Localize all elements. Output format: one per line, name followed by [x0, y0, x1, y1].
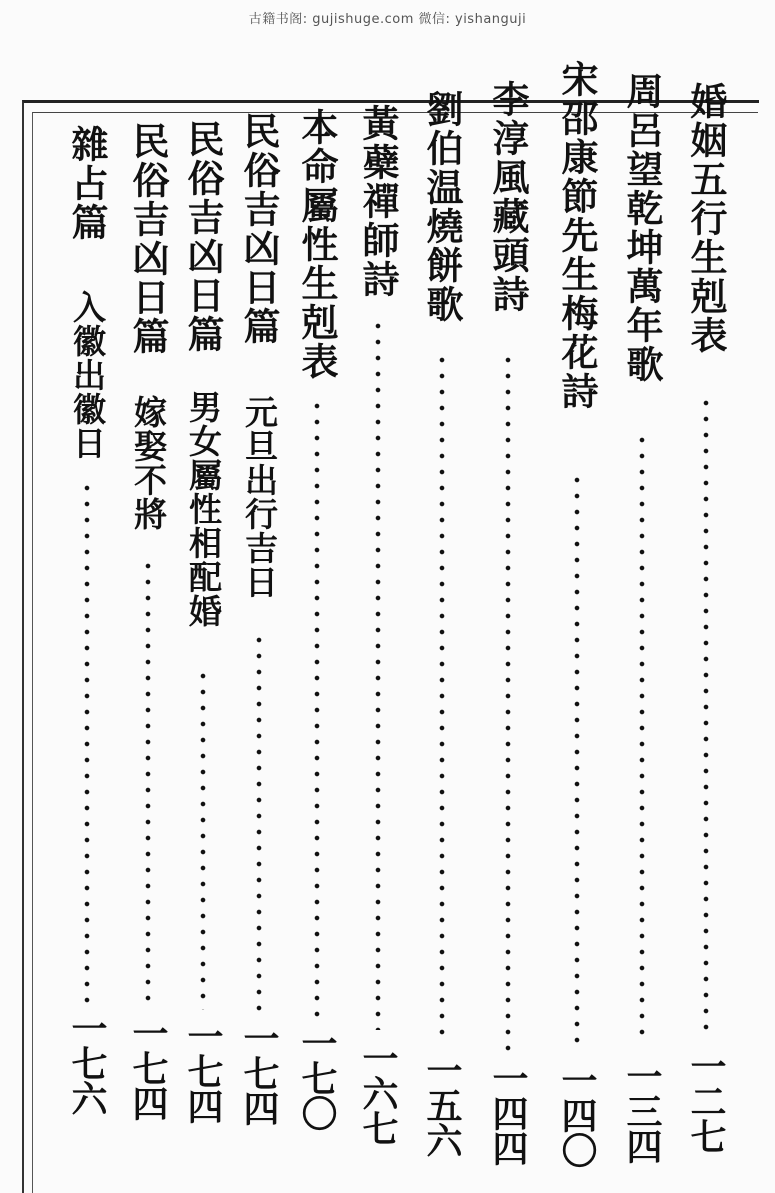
watermark: 古籍书阁: gujishuge.com 微信: yishanguji: [248, 12, 527, 27]
entry-title: 周呂望乾坤萬年歌: [620, 72, 664, 384]
entry-title: 李淳風藏頭詩: [486, 80, 530, 314]
toc-entry[interactable]: [125, 0, 171, 1175]
entry-title: 宋邵康節先生梅花詩: [555, 60, 599, 411]
page-number: 一二七: [685, 1048, 727, 1153]
entry-subtitle: 元旦出行吉日: [240, 395, 279, 599]
page-number: 一七四: [127, 1015, 169, 1120]
toc-entry[interactable]: [683, 0, 729, 1175]
entry-title: 雜占篇: [65, 125, 109, 242]
page-number: 一七四: [238, 1020, 280, 1125]
dot-leader: [439, 352, 445, 1042]
dot-leader: [84, 480, 90, 1005]
page-number: 一七六: [66, 1010, 108, 1115]
entry-title: 劉伯温燒餅歌: [420, 90, 464, 324]
dot-leader: [145, 558, 151, 1008]
toc-entry[interactable]: [554, 0, 600, 1175]
entry-subtitle: 男女屬性相配婚: [184, 390, 223, 628]
dot-leader: [200, 668, 206, 1010]
dot-leader: [375, 318, 381, 1030]
entry-title: 黃蘗禪師詩: [356, 104, 400, 299]
dot-leader: [574, 472, 580, 1050]
toc-entry[interactable]: [236, 0, 282, 1175]
dot-leader: [639, 432, 645, 1044]
toc-entry[interactable]: [180, 0, 226, 1175]
entry-title: 民俗吉凶日篇: [181, 120, 225, 354]
dot-leader: [314, 398, 320, 1018]
toc-entry[interactable]: [64, 0, 110, 1175]
toc-entry[interactable]: [619, 0, 665, 1175]
entry-subtitle: 入徽出徽日: [68, 290, 107, 460]
dot-leader: [505, 352, 511, 1052]
entry-title: 本命屬性生剋表: [295, 108, 339, 381]
toc-entry[interactable]: [485, 0, 531, 1175]
entry-title: 民俗吉凶日篇: [237, 112, 281, 346]
entry-title: 民俗吉凶日篇: [126, 122, 170, 356]
dot-leader: [256, 632, 262, 1012]
toc-entry[interactable]: [355, 0, 401, 1175]
entry-subtitle: 嫁娶不將: [129, 395, 168, 531]
page-number: 一四四: [487, 1060, 529, 1165]
page-number: 一五六: [421, 1052, 463, 1157]
dot-leader: [703, 395, 709, 1035]
page-number: 一六七: [357, 1040, 399, 1145]
entry-title: 婚姻五行生剋表: [684, 82, 728, 355]
toc-entry[interactable]: [294, 0, 340, 1175]
page-number: 一四〇: [556, 1062, 598, 1167]
page-number: 一七〇: [296, 1025, 338, 1130]
page-number: 一三四: [621, 1058, 663, 1163]
page-number: 一七四: [182, 1018, 224, 1123]
toc-entry[interactable]: [419, 0, 465, 1175]
